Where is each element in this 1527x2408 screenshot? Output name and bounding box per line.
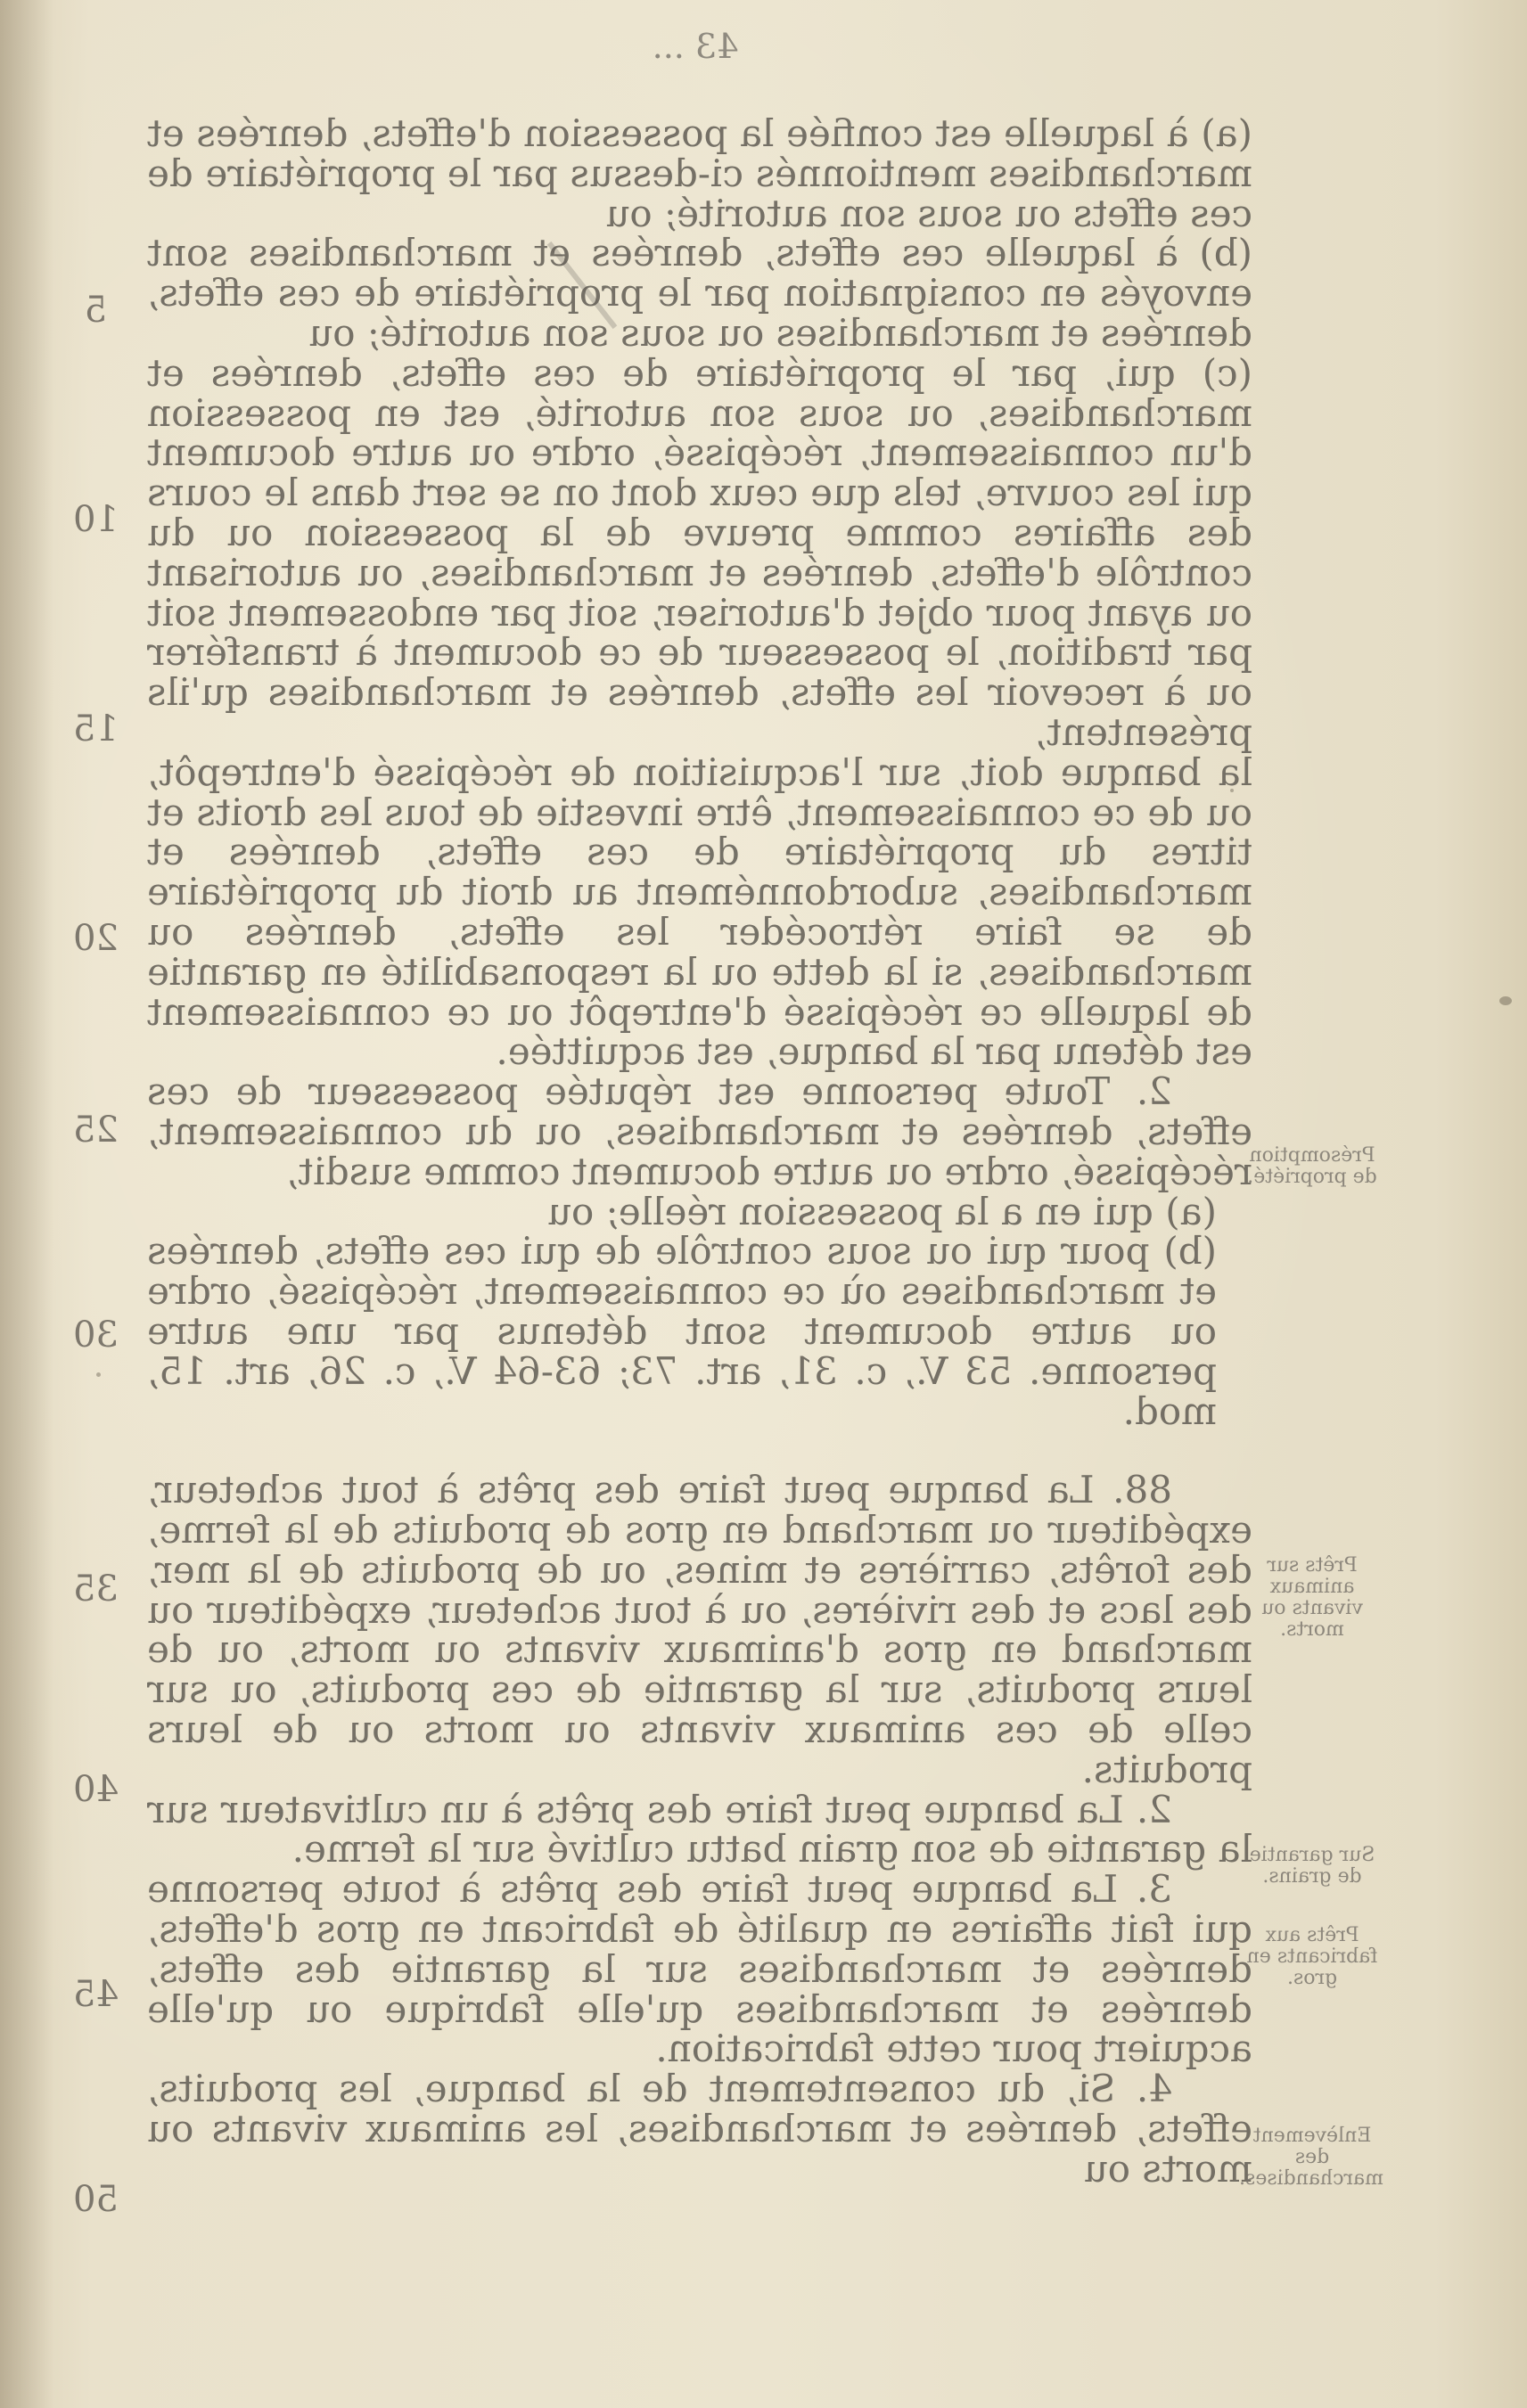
- margin-note: Prêts sur animaux vivants ou morts.: [1261, 1554, 1363, 1641]
- paragraph: 2. La banque peut faire des prêts à un cultivateur sur la garantie de son grain battu cultivé sur la ferme.: [147, 1787, 1252, 1872]
- section-gap: [147, 1431, 1252, 1470]
- dust-speck: [1499, 996, 1512, 1005]
- line-number: 35: [73, 1568, 119, 1609]
- paragraph: (a) à laquelle est confiée la possession d'effets, denrées et marchandises mentionnés ci-dessus par le propriétaire de ces effets ou sous son autorité; ou: [147, 111, 1252, 235]
- line-number: 50: [73, 2179, 119, 2220]
- line-number: 30: [73, 1315, 119, 1356]
- paragraph: (a) qui en a la possession réelle; ou: [546, 1189, 1217, 1233]
- margin-note: Prêts aux fabricants en gros.: [1246, 1924, 1378, 1989]
- margin-note: Enlèvement des marchandises.: [1239, 2125, 1383, 2190]
- margin-notes-column: [1241, 0, 1383, 2408]
- paragraph: 2. Toute personne est réputée possesseur de ces effets, denrées et marchandises, ou du connaissement, récépissé, ordre ou autre document comme susdit,: [147, 1069, 1252, 1193]
- gutter-shadow: [0, 0, 53, 2408]
- line-number: 5: [84, 290, 108, 331]
- line-number: 10: [73, 499, 119, 540]
- line-number: 15: [73, 708, 119, 749]
- margin-note: Présomption de propriété.: [1247, 1144, 1377, 1188]
- paragraph: 3. La banque peut faire des prêts à toute personne qui fait affaires en qualité de fabricant en gros d'effets, denrées et marchandises sur la garantie des effets, denrées et marchandises qu'elle fabrique ou qu'elle acquiert pour cette fabrication.: [147, 1867, 1252, 2071]
- line-number: 40: [73, 1769, 119, 1810]
- paragraph: 88. La banque peut faire des prêts à tout acheteur, expéditeur ou marchand en gros de produits de la ferme, des forêts, carrières et mines, ou de produits de la mer, des lacs et des rivières, ou à tout acheteur, expéditeur ou marchand en gros d'animaux vivants ou morts, ou de leurs produits, sur la garantie de ces produits, ou sur celle de ces animaux vivants ou morts ou de leurs produits.: [147, 1468, 1252, 1791]
- margin-note: Sur garantie de grains.: [1249, 1844, 1375, 1888]
- dust-speck: [96, 1372, 101, 1377]
- dust-speck: [1230, 789, 1234, 792]
- line-number: 45: [73, 1974, 119, 2015]
- mirrored-text-block: [147, 111, 1252, 2191]
- paragraph: (c) qui, par le propriétaire de ces effets, denrées et marchandises, ou sous son autorité, est en possession d'un connaissement, récépissé, ordre ou autre document qui les couvre, tels que ceux dont on se sert dans le cours des affaires comme preuve de la possession ou du contrôle d'effets, denrées et marchandises, ou autorisant ou ayant pour objet d'autoriser, soit par endossement soit par tradition, le possesseur de ce document à transférer ou à recevoir les effets, denrées et marchandises qu'ils présentent,: [147, 350, 1252, 754]
- paragraph: 4. Si, du consentement de la banque, les produits, effets, denrées et marchandises, les animaux vivants ou morts ou: [147, 2067, 1252, 2191]
- paragraph: (b) à laquelle ces effets, denrées et marchandises sont envoyés en consignation par le propriétaire de ces effets, denrées et marchandises ou sous son autorité; ou: [147, 231, 1252, 355]
- paragraph: la banque doit, sur l'acquisition de récépissé d'entrepôt, ou de ce connaissement, être investie de tous les droits et titres du propriétaire de ces effets, denrées et marchandises, subordonnément au droit du propriétaire de se faire rétrocéder les effets, denrées ou marchandises, si la dette ou la responsabilité en garantie de laquelle ce récépissé d'entrepôt ou ce connaissement est détenu par la banque, est acquittée.: [147, 749, 1252, 1074]
- line-number-column: [53, 0, 138, 2408]
- line-number: 25: [73, 1110, 119, 1151]
- paragraph: (b) pour qui ou sous contrôle de qui ces effets, denrées et marchandises où ce connaissement, récépissé, ordre ou autre document sont détenus par une autre personne. 53 V., c. 31, art. 73; 63-64 V., c. 26, art. 15, mod.: [147, 1229, 1217, 1433]
- page-folio: 43 ...: [652, 27, 739, 66]
- line-number: 20: [73, 918, 119, 959]
